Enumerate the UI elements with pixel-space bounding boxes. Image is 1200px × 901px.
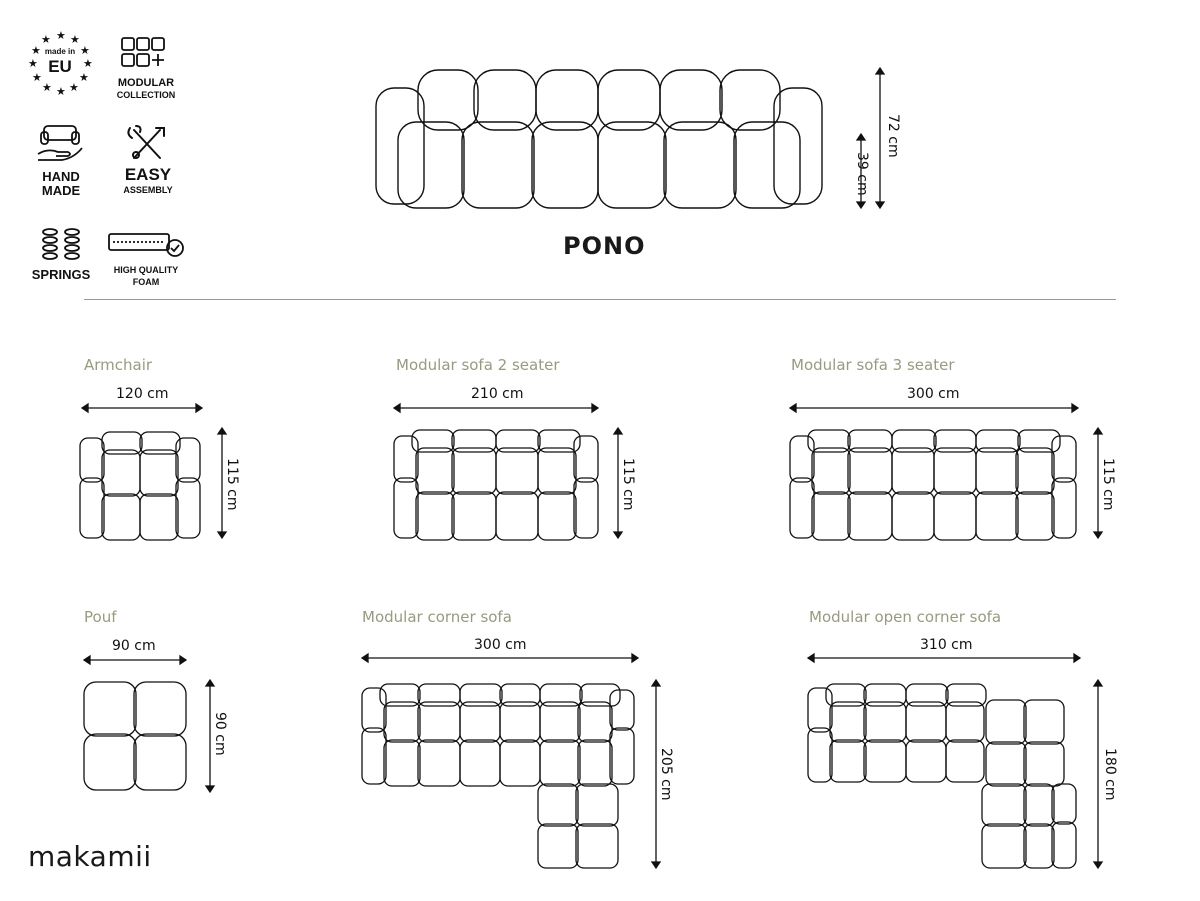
modular-badge-line1: MODULAR: [117, 77, 175, 89]
open-corner-sofa-width: 310 cm: [920, 637, 973, 653]
handmade-badge-line2: MADE: [41, 183, 81, 198]
svg-text:★: ★: [42, 81, 52, 94]
eu-badge-big: EU: [48, 57, 72, 76]
high-quality-foam-badge: [104, 230, 188, 292]
sofa3-depth: 115 cm: [1100, 458, 1116, 511]
corner-sofa-depth: 205 cm: [658, 748, 674, 801]
svg-text:★: ★: [69, 81, 79, 94]
armchair-title: Armchair: [84, 356, 153, 374]
svg-text:★: ★: [28, 57, 38, 70]
section-divider: [84, 299, 1116, 300]
sofa2-width: 210 cm: [471, 386, 524, 402]
svg-text:★: ★: [83, 57, 93, 70]
svg-text:★: ★: [56, 85, 66, 96]
corner-sofa-plan: [360, 650, 670, 872]
foam-badge-line1: HIGH QUALITY: [113, 265, 179, 275]
corner-sofa-width: 300 cm: [474, 637, 527, 653]
open-corner-sofa-title: Modular open corner sofa: [809, 608, 1002, 626]
open-corner-sofa-depth: 180 cm: [1102, 748, 1118, 801]
hero-seat-height: 39 cm: [854, 152, 870, 196]
pouf-title: Pouf: [84, 608, 117, 626]
pono-sofa-front-illustration: [374, 66, 824, 212]
springs-badge-line1: SPRINGS: [31, 267, 91, 282]
modular-badge-line2: COLLECTION: [116, 90, 176, 100]
svg-text:★: ★: [41, 33, 51, 46]
brand-logo: makamii: [28, 840, 152, 873]
easy-badge-line1: EASY: [124, 165, 172, 184]
armchair-width: 120 cm: [116, 386, 169, 402]
open-corner-sofa-plan: [806, 650, 1116, 872]
sofa2-depth: 115 cm: [620, 458, 636, 511]
easy-badge-line2: ASSEMBLY: [123, 185, 173, 195]
pouf-plan: [80, 652, 230, 798]
sofa2-title: Modular sofa 2 seater: [396, 356, 560, 374]
svg-text:★: ★: [70, 33, 80, 46]
product-name: PONO: [563, 232, 646, 260]
foam-icon: [104, 230, 188, 264]
hand-sofa-icon: [28, 124, 94, 164]
springs-badge: [26, 226, 96, 288]
easy-assembly-badge: [110, 124, 186, 200]
svg-text:★: ★: [32, 71, 42, 84]
sofa3-width: 300 cm: [907, 386, 960, 402]
corner-sofa-title: Modular corner sofa: [362, 608, 512, 626]
pouf-width: 90 cm: [112, 638, 156, 654]
svg-text:★: ★: [31, 44, 41, 57]
hero-total-height: 72 cm: [885, 114, 901, 158]
sofa3-plan: [788, 402, 1108, 542]
foam-badge-line2: FOAM: [132, 277, 160, 287]
modular-collection-badge: [104, 36, 188, 106]
tools-icon: [110, 124, 186, 164]
svg-text:★: ★: [56, 29, 66, 42]
sofa2-plan: [392, 402, 632, 542]
made-in-eu-badge: [26, 28, 94, 96]
eu-badge-small: made in: [44, 47, 76, 56]
handmade-badge-line1: HAND: [42, 169, 80, 184]
armchair-plan: [78, 402, 238, 542]
hand-made-badge: [28, 124, 94, 200]
pouf-depth: 90 cm: [212, 712, 228, 756]
svg-text:★: ★: [79, 71, 89, 84]
svg-text:★: ★: [80, 44, 90, 57]
sofa3-title: Modular sofa 3 seater: [791, 356, 955, 374]
armchair-depth: 115 cm: [224, 458, 240, 511]
modular-grid-icon: [104, 36, 188, 72]
springs-icon: [26, 226, 96, 264]
